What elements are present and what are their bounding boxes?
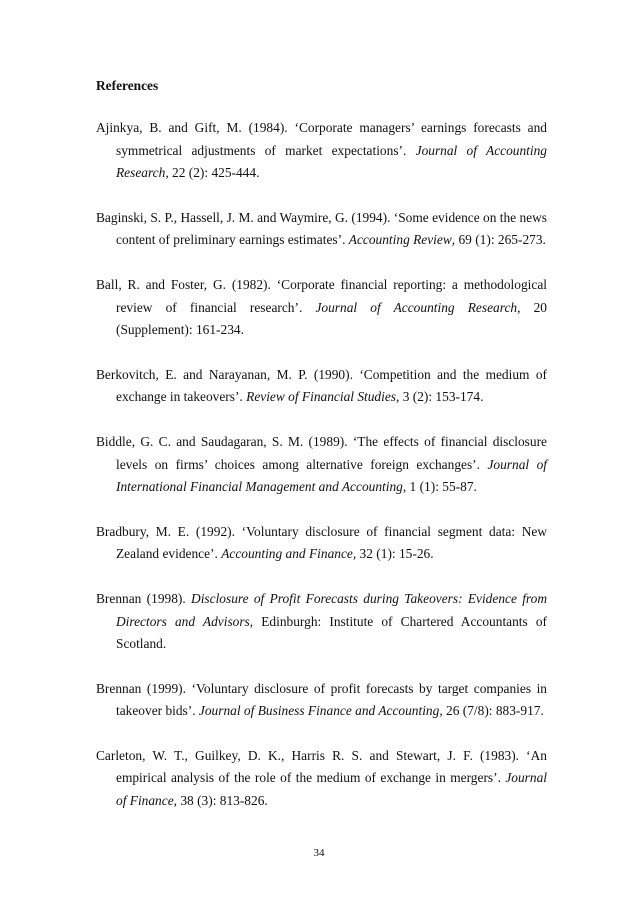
reference-item: Baginski, S. P., Hassell, J. M. and Waymire, G. (1994). ‘Some evidence on the news content of preliminary earnings estimates’. Accounting Review, 69 (1): 265-273. [96, 209, 547, 248]
reference-item: Ajinkya, B. and Gift, M. (1984). ‘Corporate managers’ earnings forecasts and symmetrical adjustments of market expectations’. Journal of Accounting Research, 22 (2): 425-444. [96, 120, 547, 181]
reference-item: Carleton, W. T., Guilkey, D. K., Harris R. S. and Stewart, J. F. (1983). ‘An empirical analysis of the role of the medium of exchange in mergers’. Journal of Finance, 38 (3): 813-826. [96, 747, 547, 809]
reference-item: Biddle, G. C. and Saudagaran, S. M. (1989). ‘The effects of financial disclosure levels on firms’ choices among alternative foreign exchanges’. Journal of International Financial Management and Accounting, 1 (1): 55-87. [96, 433, 547, 495]
references-heading: References [96, 78, 159, 93]
reference-item: Brennan (1998). Disclosure of Profit Forecasts during Takeovers: Evidence from Directors and Advisors, Edinburgh: Institute of Chartered Accountants of Scotland. [96, 590, 548, 652]
reference-item: Brennan (1999). ‘Voluntary disclosure of profit forecasts by target companies in takeover bids’. Journal of Business Finance and Accounting, 26 (7/8): 883-917. [96, 680, 547, 719]
page-number: 34 [313, 847, 325, 859]
reference-list [96, 117, 547, 835]
reference-item: Ball, R. and Foster, G. (1982). ‘Corporate financial reporting: a methodological review of financial research’. Journal of Accounting Research, 20 (Supplement): 161-234. [96, 276, 547, 338]
reference-item: Berkovitch, E. and Narayanan, M. P. (1990). ‘Competition and the medium of exchange in takeovers’. Review of Financial Studies, 3 (2): 153-174. [96, 366, 547, 405]
reference-item: Bradbury, M. E. (1992). ‘Voluntary disclosure of financial segment data: New Zealand evidence’. Accounting and Finance, 32 (1): 15-26. [96, 523, 547, 562]
